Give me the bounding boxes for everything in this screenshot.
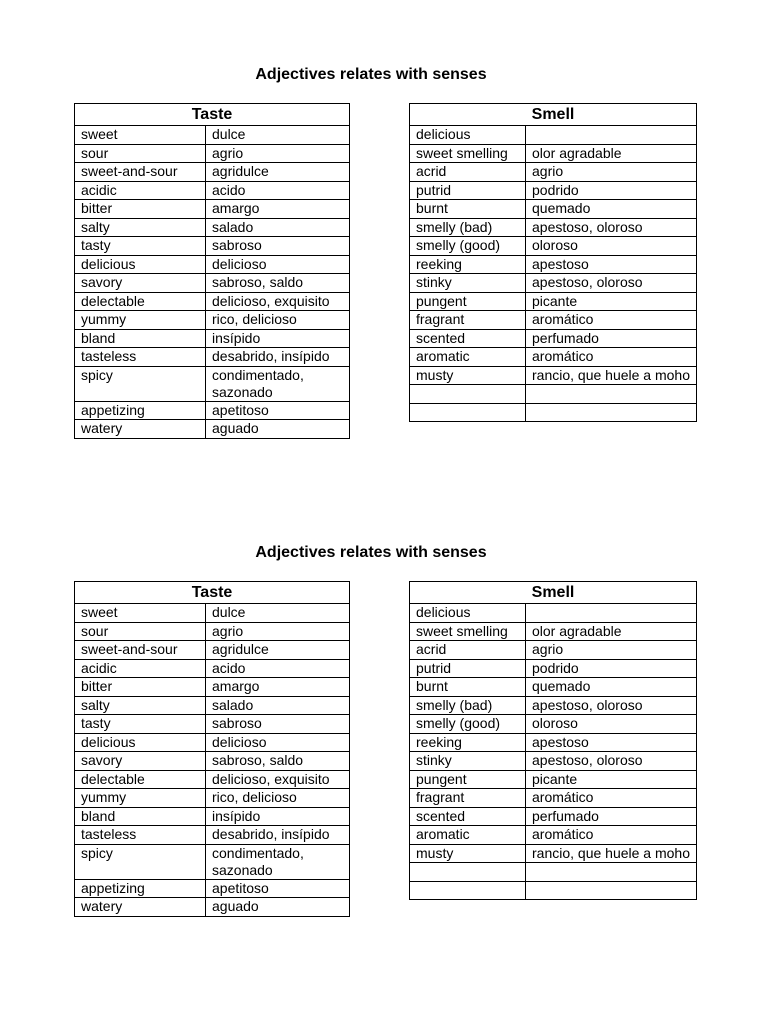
taste-row xyxy=(75,348,350,367)
taste-table xyxy=(74,581,350,917)
taste-spanish-cell: sabroso xyxy=(206,237,350,256)
taste-spanish-cell: apetitoso xyxy=(206,879,350,898)
taste-spanish-cell: apetitoso xyxy=(206,401,350,420)
smell-english-cell: smelly (good) xyxy=(410,715,526,734)
smell-row xyxy=(410,274,697,293)
smell-spanish-cell: quemado xyxy=(526,200,697,219)
smell-table xyxy=(409,581,697,900)
smell-row xyxy=(410,604,697,623)
taste-english-cell: yummy xyxy=(75,789,206,808)
smell-english-cell: smelly (bad) xyxy=(410,218,526,237)
smell-spanish-cell: apestoso, oloroso xyxy=(526,696,697,715)
taste-spanish-cell: salado xyxy=(206,696,350,715)
smell-english-cell: scented xyxy=(410,807,526,826)
taste-spanish-cell: insípido xyxy=(206,807,350,826)
smell-spanish-cell: rancio, que huele a moho xyxy=(526,366,697,385)
smell-spanish-cell: olor agradable xyxy=(526,622,697,641)
taste-spanish-cell: agrio xyxy=(206,144,350,163)
taste-row xyxy=(75,218,350,237)
smell-row xyxy=(410,733,697,752)
smell-row xyxy=(410,366,697,385)
taste-row xyxy=(75,292,350,311)
smell-row xyxy=(410,641,697,660)
smell-row xyxy=(410,789,697,808)
smell-spanish-cell: oloroso xyxy=(526,715,697,734)
taste-row xyxy=(75,144,350,163)
smell-row xyxy=(410,770,697,789)
smell-header: Smell xyxy=(410,582,697,604)
smell-english-cell: scented xyxy=(410,329,526,348)
taste-spanish-cell: delicioso, exquisito xyxy=(206,770,350,789)
taste-row xyxy=(75,879,350,898)
taste-row xyxy=(75,641,350,660)
smell-english-cell: delicious xyxy=(410,126,526,145)
smell-english-cell: aromatic xyxy=(410,348,526,367)
smell-english-cell xyxy=(410,863,526,882)
taste-english-cell: watery xyxy=(75,898,206,917)
taste-row xyxy=(75,274,350,293)
smell-row xyxy=(410,255,697,274)
smell-row xyxy=(410,844,697,863)
smell-english-cell: fragrant xyxy=(410,789,526,808)
taste-english-cell: salty xyxy=(75,696,206,715)
smell-english-cell: pungent xyxy=(410,770,526,789)
taste-row xyxy=(75,237,350,256)
taste-english-cell: sweet xyxy=(75,126,206,145)
taste-row xyxy=(75,770,350,789)
taste-row xyxy=(75,752,350,771)
taste-row xyxy=(75,696,350,715)
taste-row xyxy=(75,366,350,401)
taste-english-cell: sour xyxy=(75,144,206,163)
smell-row xyxy=(410,163,697,182)
taste-spanish-cell: desabrido, insípido xyxy=(206,826,350,845)
taste-spanish-cell: desabrido, insípido xyxy=(206,348,350,367)
smell-spanish-cell: picante xyxy=(526,770,697,789)
taste-spanish-cell: agridulce xyxy=(206,641,350,660)
smell-row xyxy=(410,696,697,715)
smell-spanish-cell xyxy=(526,126,697,145)
taste-spanish-cell: agrio xyxy=(206,622,350,641)
taste-spanish-cell: rico, delicioso xyxy=(206,311,350,330)
smell-row xyxy=(410,622,697,641)
smell-row xyxy=(410,218,697,237)
smell-spanish-cell: quemado xyxy=(526,678,697,697)
taste-spanish-cell: aguado xyxy=(206,420,350,439)
smell-spanish-cell: apestoso, oloroso xyxy=(526,218,697,237)
taste-spanish-cell: amargo xyxy=(206,200,350,219)
taste-english-cell: tasteless xyxy=(75,348,206,367)
taste-english-cell: delicious xyxy=(75,733,206,752)
smell-row xyxy=(410,126,697,145)
page-title: Adjectives relates with senses xyxy=(255,544,487,561)
taste-spanish-cell: acido xyxy=(206,659,350,678)
smell-row xyxy=(410,863,697,882)
smell-english-cell: fragrant xyxy=(410,311,526,330)
taste-english-cell: acidic xyxy=(75,659,206,678)
smell-english-cell: delicious xyxy=(410,604,526,623)
smell-spanish-cell: aromático xyxy=(526,789,697,808)
taste-row xyxy=(75,126,350,145)
smell-english-cell: stinky xyxy=(410,752,526,771)
smell-english-cell: reeking xyxy=(410,733,526,752)
smell-english-cell: burnt xyxy=(410,200,526,219)
smell-spanish-cell: aromático xyxy=(526,311,697,330)
taste-spanish-cell: delicioso xyxy=(206,255,350,274)
taste-spanish-cell: agridulce xyxy=(206,163,350,182)
smell-spanish-cell: agrio xyxy=(526,641,697,660)
smell-spanish-cell: picante xyxy=(526,292,697,311)
smell-english-cell: reeking xyxy=(410,255,526,274)
taste-english-cell: appetizing xyxy=(75,401,206,420)
taste-spanish-cell: sabroso xyxy=(206,715,350,734)
taste-row xyxy=(75,311,350,330)
taste-english-cell: watery xyxy=(75,420,206,439)
taste-spanish-cell: sabroso, saldo xyxy=(206,752,350,771)
taste-english-cell: bitter xyxy=(75,200,206,219)
taste-row xyxy=(75,181,350,200)
taste-english-cell: spicy xyxy=(75,366,206,401)
smell-header: Smell xyxy=(410,104,697,126)
smell-english-cell: smelly (bad) xyxy=(410,696,526,715)
smell-spanish-cell: perfumado xyxy=(526,807,697,826)
smell-spanish-cell: aromático xyxy=(526,826,697,845)
smell-english-cell: acrid xyxy=(410,641,526,660)
smell-spanish-cell: olor agradable xyxy=(526,144,697,163)
taste-spanish-cell: dulce xyxy=(206,126,350,145)
taste-spanish-cell: delicioso, exquisito xyxy=(206,292,350,311)
smell-row xyxy=(410,385,697,404)
smell-row xyxy=(410,181,697,200)
smell-english-cell: stinky xyxy=(410,274,526,293)
smell-row xyxy=(410,403,697,422)
taste-header: Taste xyxy=(75,104,350,126)
taste-english-cell: appetizing xyxy=(75,879,206,898)
taste-english-cell: bland xyxy=(75,329,206,348)
smell-row xyxy=(410,807,697,826)
smell-row xyxy=(410,311,697,330)
taste-english-cell: savory xyxy=(75,274,206,293)
taste-spanish-cell: amargo xyxy=(206,678,350,697)
smell-spanish-cell: podrido xyxy=(526,181,697,200)
smell-spanish-cell: apestoso, oloroso xyxy=(526,752,697,771)
taste-row xyxy=(75,163,350,182)
taste-english-cell: tasty xyxy=(75,237,206,256)
taste-spanish-cell: insípido xyxy=(206,329,350,348)
taste-row xyxy=(75,604,350,623)
smell-row xyxy=(410,715,697,734)
taste-spanish-cell: rico, delicioso xyxy=(206,789,350,808)
taste-row xyxy=(75,898,350,917)
smell-spanish-cell xyxy=(526,604,697,623)
smell-spanish-cell: oloroso xyxy=(526,237,697,256)
taste-english-cell: spicy xyxy=(75,844,206,879)
taste-table xyxy=(74,103,350,439)
smell-spanish-cell xyxy=(526,385,697,404)
smell-english-cell: burnt xyxy=(410,678,526,697)
smell-spanish-cell: rancio, que huele a moho xyxy=(526,844,697,863)
smell-row xyxy=(410,292,697,311)
smell-row xyxy=(410,329,697,348)
smell-english-cell: putrid xyxy=(410,659,526,678)
smell-english-cell: smelly (good) xyxy=(410,237,526,256)
smell-english-cell xyxy=(410,385,526,404)
taste-english-cell: yummy xyxy=(75,311,206,330)
taste-english-cell: tasty xyxy=(75,715,206,734)
taste-row xyxy=(75,200,350,219)
smell-spanish-cell: apestoso xyxy=(526,733,697,752)
taste-english-cell: salty xyxy=(75,218,206,237)
smell-spanish-cell: agrio xyxy=(526,163,697,182)
smell-row xyxy=(410,678,697,697)
taste-english-cell: tasteless xyxy=(75,826,206,845)
taste-english-cell: bland xyxy=(75,807,206,826)
taste-row xyxy=(75,678,350,697)
smell-spanish-cell: podrido xyxy=(526,659,697,678)
smell-english-cell: acrid xyxy=(410,163,526,182)
taste-english-cell: delectable xyxy=(75,770,206,789)
taste-row xyxy=(75,329,350,348)
smell-spanish-cell: apestoso, oloroso xyxy=(526,274,697,293)
smell-english-cell: putrid xyxy=(410,181,526,200)
taste-english-cell: savory xyxy=(75,752,206,771)
taste-row xyxy=(75,826,350,845)
taste-spanish-cell: sabroso, saldo xyxy=(206,274,350,293)
taste-english-cell: sweet-and-sour xyxy=(75,163,206,182)
taste-row xyxy=(75,401,350,420)
smell-english-cell: aromatic xyxy=(410,826,526,845)
smell-english-cell: sweet smelling xyxy=(410,144,526,163)
smell-spanish-cell xyxy=(526,403,697,422)
taste-row xyxy=(75,715,350,734)
taste-english-cell: delicious xyxy=(75,255,206,274)
smell-row xyxy=(410,348,697,367)
smell-row xyxy=(410,237,697,256)
taste-english-cell: sour xyxy=(75,622,206,641)
smell-spanish-cell xyxy=(526,881,697,900)
smell-row xyxy=(410,881,697,900)
taste-row xyxy=(75,844,350,879)
smell-spanish-cell: aromático xyxy=(526,348,697,367)
smell-row xyxy=(410,144,697,163)
smell-spanish-cell xyxy=(526,863,697,882)
taste-spanish-cell: delicioso xyxy=(206,733,350,752)
taste-spanish-cell: acido xyxy=(206,181,350,200)
taste-english-cell: acidic xyxy=(75,181,206,200)
taste-row xyxy=(75,659,350,678)
smell-english-cell xyxy=(410,403,526,422)
smell-english-cell: musty xyxy=(410,844,526,863)
taste-english-cell: delectable xyxy=(75,292,206,311)
taste-row xyxy=(75,789,350,808)
taste-row xyxy=(75,622,350,641)
taste-spanish-cell: salado xyxy=(206,218,350,237)
smell-table xyxy=(409,103,697,422)
page-title: Adjectives relates with senses xyxy=(255,66,487,83)
taste-row xyxy=(75,255,350,274)
smell-english-cell: musty xyxy=(410,366,526,385)
taste-spanish-cell: aguado xyxy=(206,898,350,917)
taste-english-cell: sweet-and-sour xyxy=(75,641,206,660)
smell-spanish-cell: perfumado xyxy=(526,329,697,348)
taste-row xyxy=(75,733,350,752)
smell-row xyxy=(410,200,697,219)
smell-english-cell xyxy=(410,881,526,900)
smell-spanish-cell: apestoso xyxy=(526,255,697,274)
taste-spanish-cell: condimentado, sazonado xyxy=(206,366,350,401)
smell-english-cell: pungent xyxy=(410,292,526,311)
smell-english-cell: sweet smelling xyxy=(410,622,526,641)
taste-row xyxy=(75,807,350,826)
smell-row xyxy=(410,659,697,678)
taste-english-cell: sweet xyxy=(75,604,206,623)
smell-row xyxy=(410,826,697,845)
taste-english-cell: bitter xyxy=(75,678,206,697)
taste-row xyxy=(75,420,350,439)
smell-row xyxy=(410,752,697,771)
taste-spanish-cell: dulce xyxy=(206,604,350,623)
taste-header: Taste xyxy=(75,582,350,604)
taste-spanish-cell: condimentado, sazonado xyxy=(206,844,350,879)
